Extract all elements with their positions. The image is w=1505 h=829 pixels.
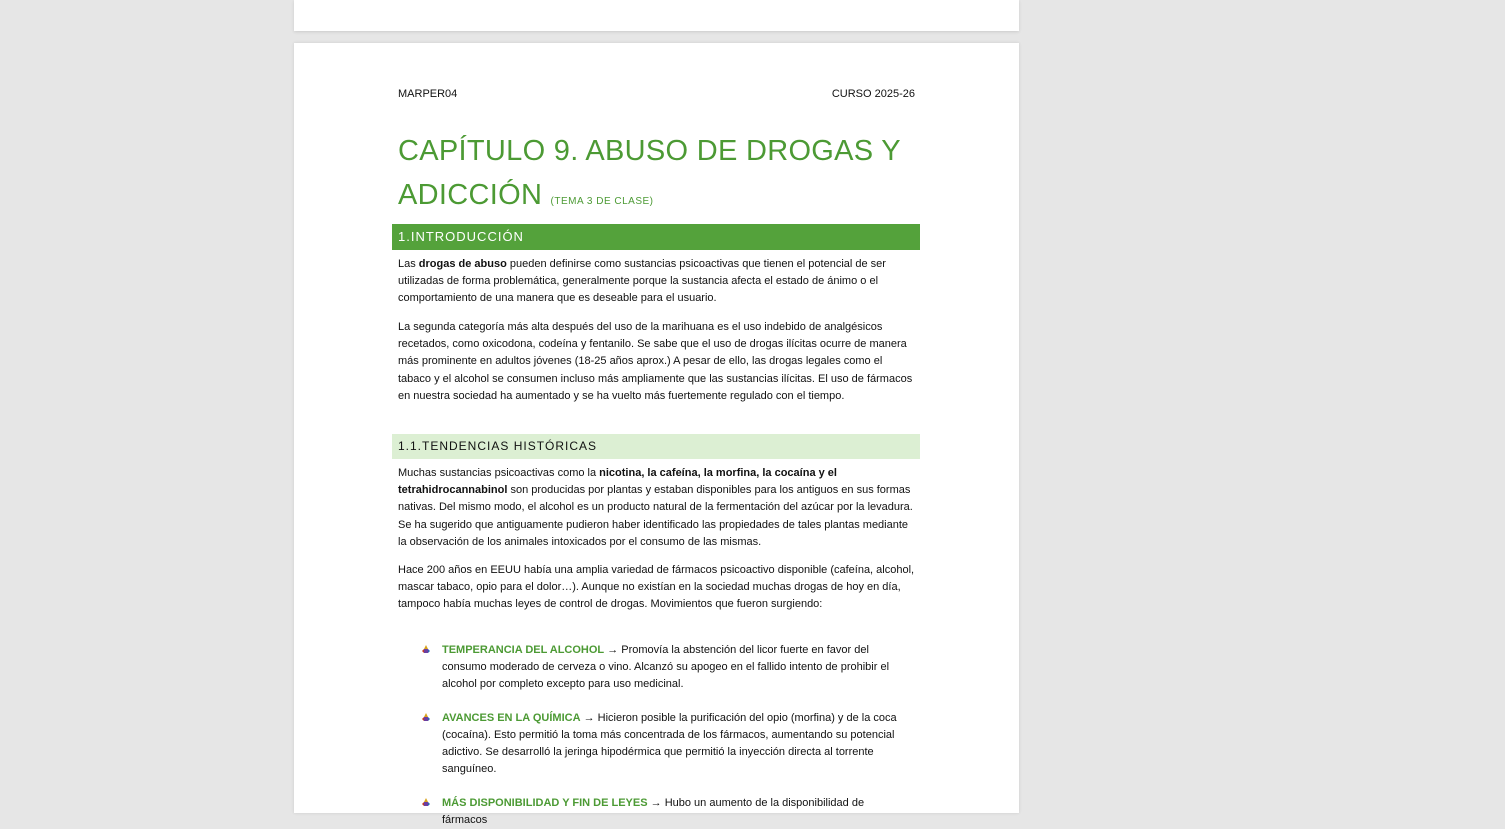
intro-paragraph-2: La segunda categoría más alta después del uso de la marihuana es el uso indebido de analgésicos recetados, como oxicodona, codeína y fentanilo. Se sabe que el uso de drogas ilícitas ocurre de manera más prominente en adultos jóvenes (18-25 años aprox.) A pesar de ello, las drogas legales como el tabaco y el alcohol se consumen incluso más ampliamente que las sustancias ilícitas. El uso de fármacos en nuestra sociedad ha aumentado y se ha vuelto más fuertemente regulado con el tiempo. [398,321,913,402]
section-heading-intro: 1.INTRODUCCIÓN [392,224,920,250]
bullet-marker-icon [420,797,432,809]
previous-page [294,0,1019,31]
history-paragraph-1: Muchas sustancias psicoactivas como la nicotina, la cafeína, la morfina, la cocaína y el tetrahidrocannabinol son producidas por plantas y estaban disponibles para los antiguos en sus formas nativas. Del mismo modo, el alcohol es un producto natural de la fermentación del azúcar por la levadura. Se ha sugerido que antiguamente pudieron haber identificado las propiedades de tales plantas mediante la observación de los animales intoxicados por el consumo de las mismas. [398,467,913,548]
bullet-keyword: AVANCES EN LA QUÍMICA [442,712,581,724]
substances-list: nicotina, la cafeína, la morfina, la cocaína y el tetrahidrocannabinol [398,467,837,497]
list-item: MÁS DISPONIBILIDAD Y FIN DE LEYES → Hubo un aumento de la disponibilidad de fármacos [442,795,912,829]
chapter-title-main: CAPÍTULO 9. ABUSO DE DROGAS Y ADICCIÓN [398,135,901,211]
bullet-marker-icon [420,712,432,724]
bullet-keyword: MÁS DISPONIBILIDAD Y FIN DE LEYES [442,797,648,809]
header-course-code: MARPER04 [398,88,458,100]
arrow-icon: → [650,797,662,809]
intro-paragraph-1: Las drogas de abuso pueden definirse como sustancias psicoactivas que tienen el potencial de ser utilizadas de forma problemática, generalmente porque la sustancia afecta el estado de ánimo o el comportamiento de una manera que es deseable para el usuario. [398,258,886,305]
bullet-marker-icon [420,644,432,656]
chapter-title [398,129,915,224]
bullet-keyword: TEMPERANCIA DEL ALCOHOL [442,644,605,656]
list-item: TEMPERANCIA DEL ALCOHOL → Promovía la abstención del licor fuerte en favor del consumo moderado de cerveza o vino. Alcanzó su apogeo en el fallido intento de prohibir el alcohol por completo excepto para uso medicinal. [442,642,912,693]
arrow-icon: → [583,712,595,724]
chapter-title-note: (TEMA 3 DE CLASE) [550,196,654,207]
history-paragraph-2: Hace 200 años en EEUU había una amplia variedad de fármacos psicoactivo disponible (cafeína, alcohol, mascar tabaco, opio para el dolor…). Aunque no existían en la sociedad muchas drogas de hoy en día, tampoco había muchas leyes de control de drogas. Movimientos que fueron surgiendo: [398,564,915,611]
header-course-year: CURSO 2025-26 [831,88,915,100]
document-page [294,43,1019,826]
subsection-heading-historical: 1.1.TENDENCIAS HISTÓRICAS [392,434,920,459]
drogas-de-abuso-term: drogas de abuso [418,258,507,270]
page-header [398,88,915,100]
arrow-icon: → [607,644,619,656]
list-item: AVANCES EN LA QUÍMICA → Hicieron posible la purificación del opio (morfina) y de la coca (cocaína). Esto permitió la toma más concentrada de los fármacos, aumentando su potencial adictivo. Se desarrolló la jeringa hipodérmica que permitió la inyección directa al torrente sanguíneo. [442,710,912,778]
